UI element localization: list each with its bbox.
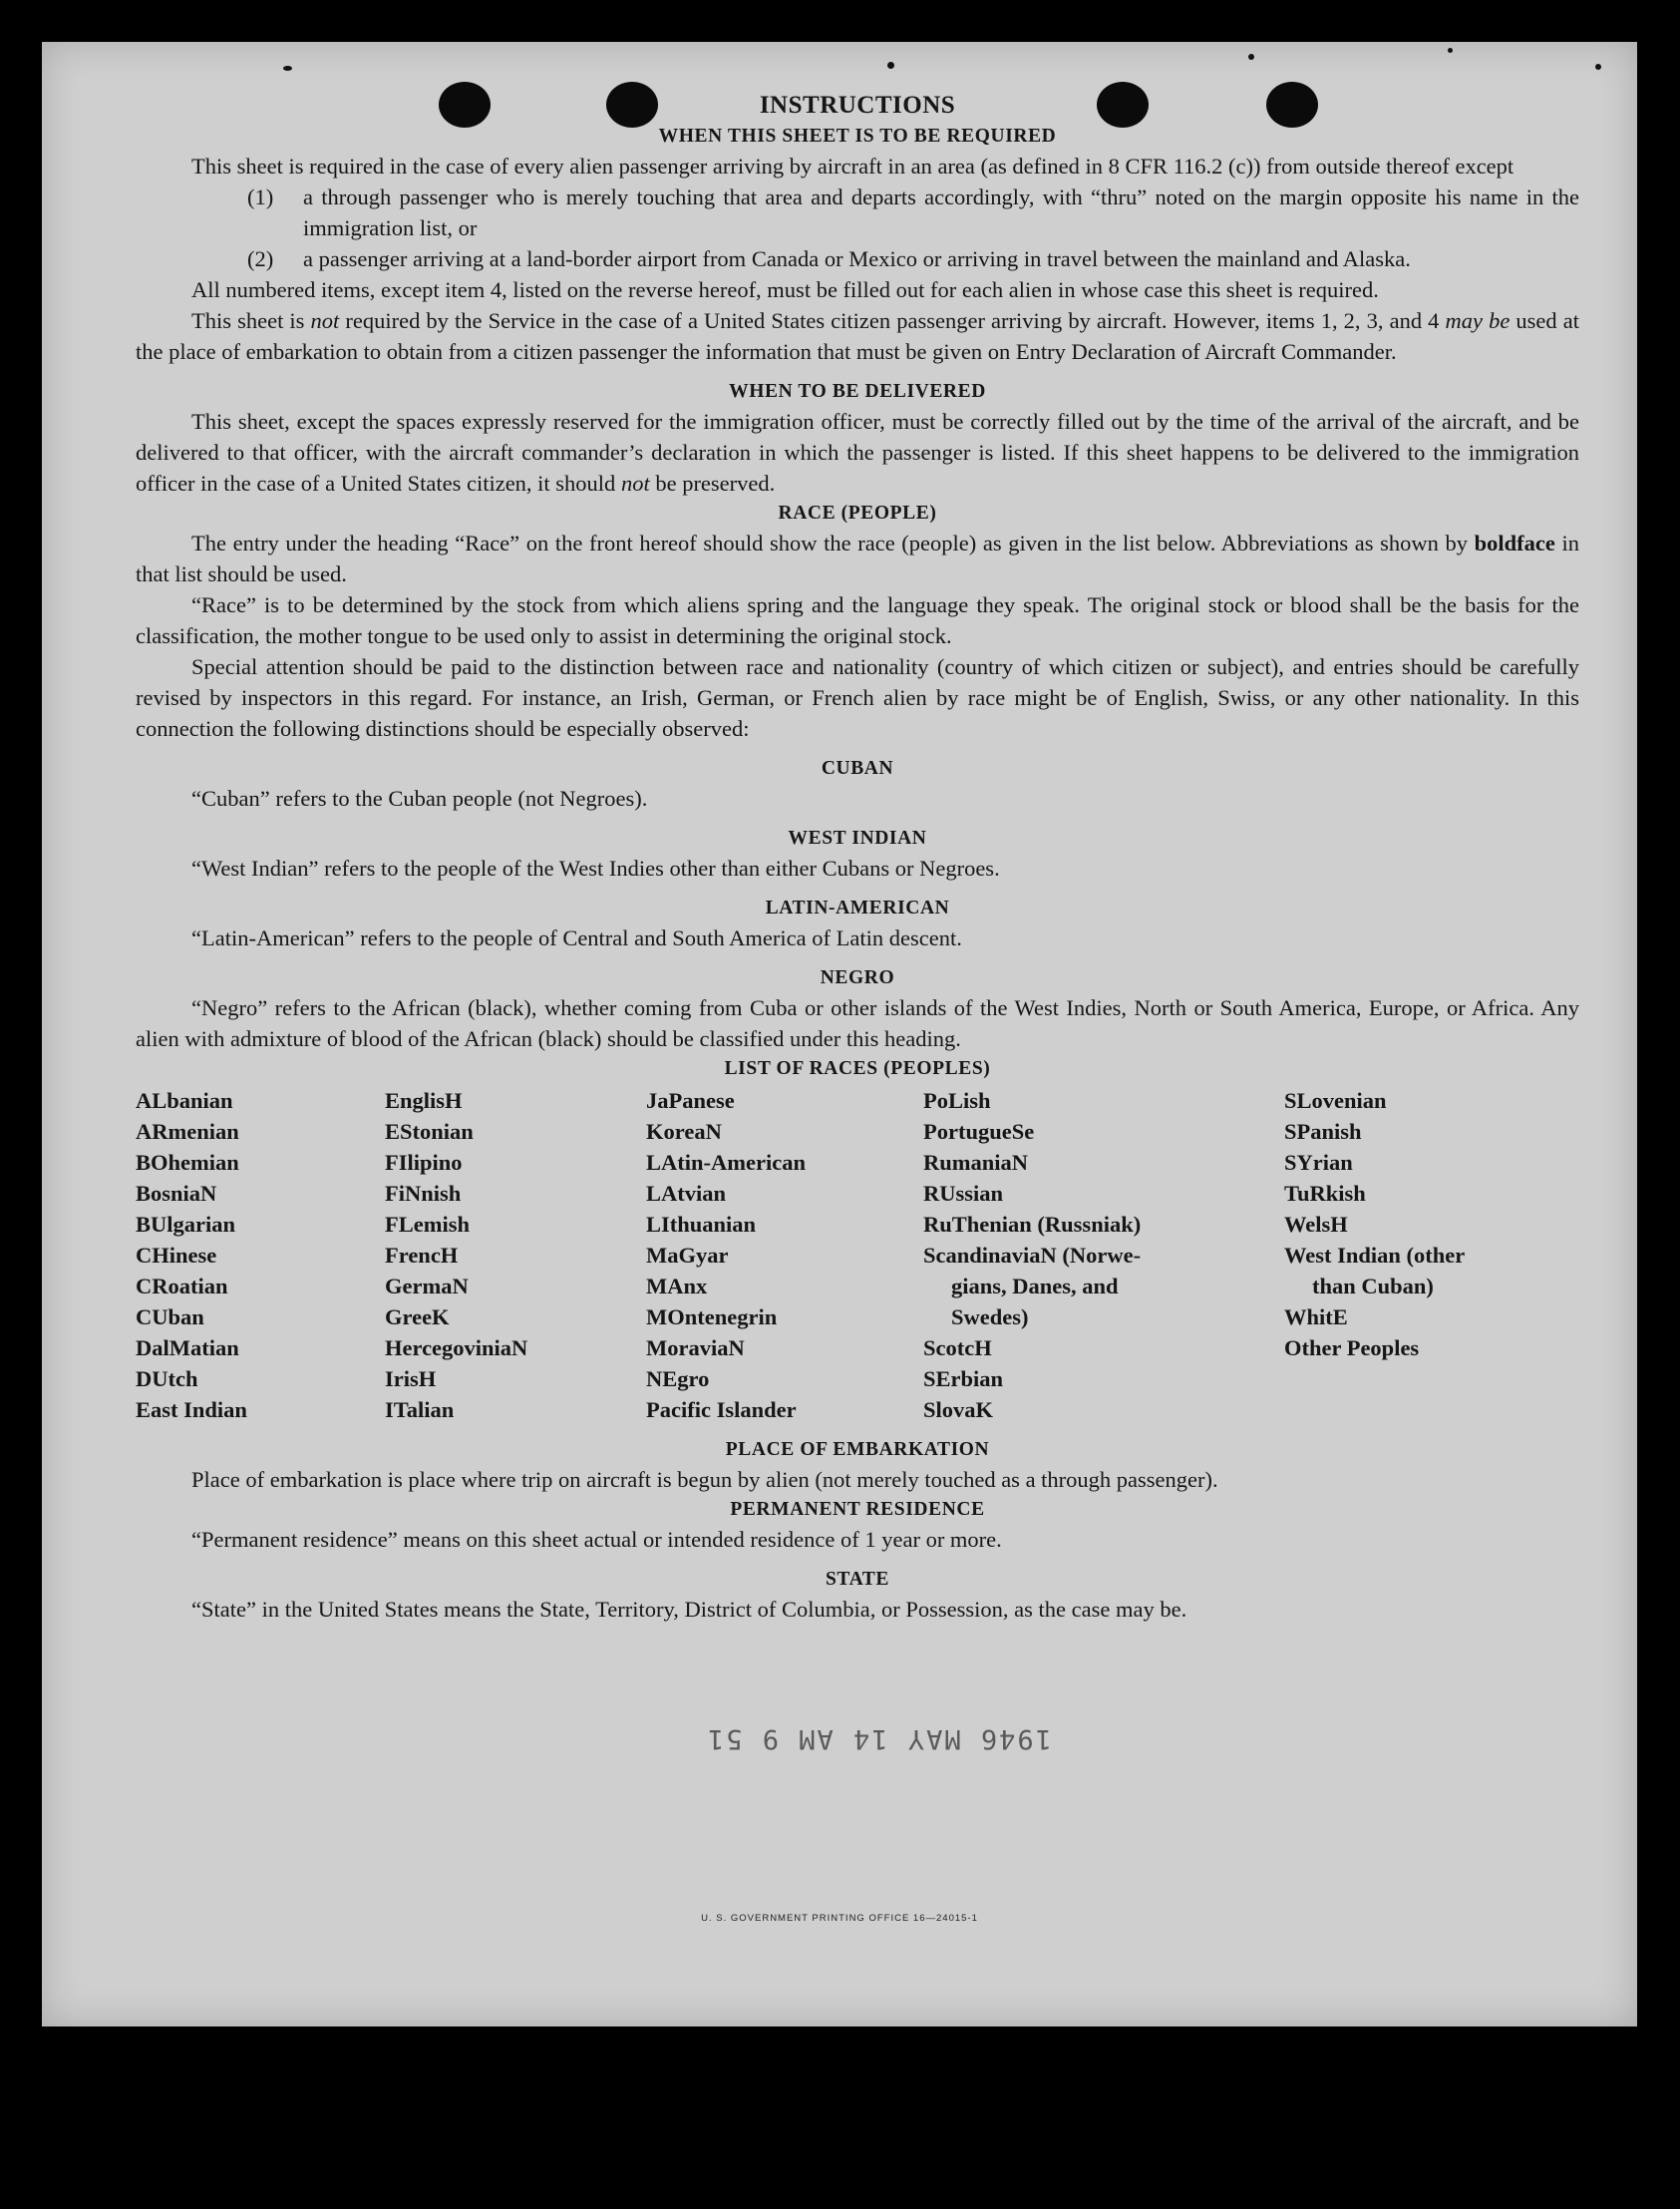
race-entry: SlovaK — [923, 1397, 994, 1422]
item-number: (2) — [247, 246, 274, 271]
paragraph: Special attention should be paid to the distinction between race and nationality (country of which citizen or subject), and entries should be carefully revised by inspectors in this regard. For instance, an Irish, German, or French alien by race might be of English, Swiss, or any other nationality. In this connection the following distinctions should be especially observed: — [136, 654, 1579, 741]
section-heading-races-list: LIST OF RACES (PEOPLES) — [724, 1058, 991, 1079]
race-entry: MOntenegrin — [646, 1304, 778, 1329]
list-item — [136, 182, 1579, 243]
emphasis: may be — [1445, 308, 1511, 333]
race-entry: MoraviaN — [646, 1335, 745, 1360]
race-entry: ALbanian — [136, 1088, 233, 1113]
race-entry: FiNnish — [385, 1181, 462, 1206]
text-run: required by the Service in the case of a United States citizen passenger arriving by aircraft. However, items 1, 2, 3, and 4 — [339, 308, 1446, 333]
item-text: a passenger arriving at a land-border airport from Canada or Mexico or arriving in travel between the mainland and Alaska. — [303, 246, 1411, 271]
text-run: The entry under the heading “Race” on the front hereof should show the race (people) as given in the list below. Abbreviations as shown by — [191, 531, 1475, 555]
race-entry: gians, Danes, and — [951, 1274, 1119, 1298]
text-run: be preserved. — [649, 471, 776, 496]
race-entry: DalMatian — [136, 1335, 239, 1360]
text-run: in that list should be used. — [136, 531, 1579, 586]
race-entry: TuRkish — [1284, 1181, 1366, 1206]
list-item — [136, 243, 1579, 274]
race-entry: PortugueSe — [923, 1119, 1035, 1144]
section-heading-embarkation: PLACE OF EMBARKATION — [725, 1439, 990, 1460]
race-entry: East Indian — [136, 1397, 247, 1422]
speck — [887, 62, 894, 69]
speck — [1448, 48, 1453, 53]
race-entry: FLemish — [385, 1212, 471, 1237]
race-entry: SPanish — [1284, 1119, 1362, 1144]
section-heading-latin-american: LATIN-AMERICAN — [765, 898, 950, 919]
paragraph: “Permanent residence” means on this sheet actual or intended residence of 1 year or more. — [191, 1527, 1002, 1552]
race-entry: SErbian — [923, 1366, 1004, 1391]
section-heading-negro: NEGRO — [820, 967, 895, 988]
text-run: This sheet is — [191, 308, 311, 333]
section-heading-state: STATE — [825, 1569, 890, 1590]
section-heading-west-indian: WEST INDIAN — [788, 828, 927, 849]
race-entry: IrisH — [385, 1366, 437, 1391]
speck — [283, 66, 292, 71]
paragraph: “State” in the United States means the State, Territory, District of Columbia, or Possession, as the case may be. — [191, 1597, 1187, 1622]
paragraph: “Negro” refers to the African (black), whether coming from Cuba or other islands of the West Indies, North or South America, Europe, or Africa. Any alien with admixture of blood of the African (black) should be classified under this heading. — [136, 995, 1579, 1051]
paragraph: This sheet is required in the case of every alien passenger arriving by aircraft in an area (as defined in 8 CFR 116.2 (c)) from outside thereof except — [191, 154, 1514, 179]
printer-imprint: U. S. GOVERNMENT PRINTING OFFICE 16—24015-1 — [701, 1913, 978, 1924]
paragraph: “Latin-American” refers to the people of Central and South America of Latin descent. — [191, 925, 962, 950]
section-heading-residence: PERMANENT RESIDENCE — [730, 1499, 985, 1520]
text-run: This sheet, except the spaces expressly reserved for the immigration officer, must be correctly filled out by the time of the arrival of the aircraft, and be delivered to that officer, with the aircraft commander’s declaration in which the passenger is listed. If this sheet happens to be delivered to the immigration officer in the case of a United States citizen, it should — [136, 409, 1579, 496]
race-entry: West Indian (other — [1284, 1243, 1466, 1268]
race-entry: RumaniaN — [923, 1150, 1029, 1175]
race-entry: ScandinaviaN (Norwe- — [923, 1243, 1142, 1268]
race-entry: RuThenian (Russniak) — [923, 1212, 1142, 1237]
race-entry: DUtch — [136, 1366, 198, 1391]
race-entry: ITalian — [385, 1397, 455, 1422]
race-entry: SLovenian — [1284, 1088, 1387, 1113]
race-entry: LAtvian — [646, 1181, 727, 1206]
race-entry: LAtin-American — [646, 1150, 806, 1175]
race-entry: PoLish — [923, 1088, 991, 1113]
race-entry: ARmenian — [136, 1119, 239, 1144]
race-entry: Other Peoples — [1284, 1335, 1420, 1360]
races-column — [1284, 1085, 1579, 1425]
instructions-body — [136, 90, 1579, 1625]
paragraph — [136, 406, 1579, 499]
section-heading-cuban: CUBAN — [821, 758, 894, 779]
speck — [1595, 64, 1601, 70]
races-column — [136, 1085, 385, 1425]
race-entry: GermaN — [385, 1274, 469, 1298]
races-column — [646, 1085, 923, 1425]
paragraph — [136, 528, 1579, 589]
race-entry: BosniaN — [136, 1181, 217, 1206]
race-entry: BUlgarian — [136, 1212, 236, 1237]
race-entry: than Cuban) — [1312, 1274, 1434, 1298]
section-heading-race: RACE (PEOPLE) — [778, 503, 937, 524]
race-entry: CUban — [136, 1304, 204, 1329]
race-entry: MAnx — [646, 1274, 708, 1298]
paragraph: “Race” is to be determined by the stock from which aliens spring and the language they speak. The original stock or blood shall be the basis for the classification, the mother tongue to be used only to assist in determining the original stock. — [136, 592, 1579, 648]
race-entry: NEgro — [646, 1366, 710, 1391]
section-heading-delivered: WHEN TO BE DELIVERED — [729, 381, 986, 402]
paragraph: Place of embarkation is place where trip on aircraft is begun by alien (not merely touched as a through passenger). — [191, 1467, 1218, 1492]
race-entry: Pacific Islander — [646, 1397, 797, 1422]
document-sheet — [42, 42, 1637, 2026]
races-column — [385, 1085, 646, 1425]
date-stamp: 1946 MAY 14 AM 9 51 — [706, 1723, 1052, 1754]
page-title: INSTRUCTIONS — [759, 92, 956, 119]
item-number: (1) — [247, 184, 274, 209]
race-entry: CHinese — [136, 1243, 217, 1268]
race-entry: FIlipino — [385, 1150, 463, 1175]
paragraph: “Cuban” refers to the Cuban people (not Negroes). — [191, 786, 648, 811]
race-entry: RUssian — [923, 1181, 1004, 1206]
bold-text: boldface — [1474, 531, 1555, 555]
race-entry: JaPanese — [646, 1088, 735, 1113]
race-entry: MaGyar — [646, 1243, 729, 1268]
race-entry: CRoatian — [136, 1274, 228, 1298]
emphasis: not — [620, 471, 650, 496]
item-text: a through passenger who is merely touching that area and departs accordingly, with “thru” noted on the margin opposite his name in the immigration list, or — [303, 184, 1579, 240]
race-entry: EnglisH — [385, 1088, 463, 1113]
race-entry: SYrian — [1284, 1150, 1353, 1175]
paragraph: “West Indian” refers to the people of the West Indies other than either Cubans or Negroes. — [191, 856, 1000, 881]
speck — [1248, 54, 1254, 60]
race-entry: EStonian — [385, 1119, 474, 1144]
races-column — [923, 1085, 1284, 1425]
race-entry: Swedes) — [951, 1304, 1029, 1329]
race-entry: WhitE — [1284, 1304, 1348, 1329]
race-entry: WelsH — [1284, 1212, 1348, 1237]
races-list — [136, 1085, 1579, 1425]
race-entry: KoreaN — [646, 1119, 722, 1144]
race-entry: ScotcH — [923, 1335, 992, 1360]
text-run: used at the place of embarkation to obtain from a citizen passenger the information that must be given on Entry Declaration of Aircraft Commander. — [136, 308, 1579, 364]
race-entry: HercegoviniaN — [385, 1335, 528, 1360]
race-entry: BOhemian — [136, 1150, 239, 1175]
race-entry: LIthuanian — [646, 1212, 757, 1237]
race-entry: FrencH — [385, 1243, 459, 1268]
paragraph — [136, 305, 1579, 367]
section-heading-required: WHEN THIS SHEET IS TO BE REQUIRED — [658, 126, 1057, 147]
paragraph: All numbered items, except item 4, listed on the reverse hereof, must be filled out for each alien in whose case this sheet is required. — [191, 277, 1379, 302]
emphasis: not — [310, 308, 340, 333]
race-entry: GreeK — [385, 1304, 450, 1329]
